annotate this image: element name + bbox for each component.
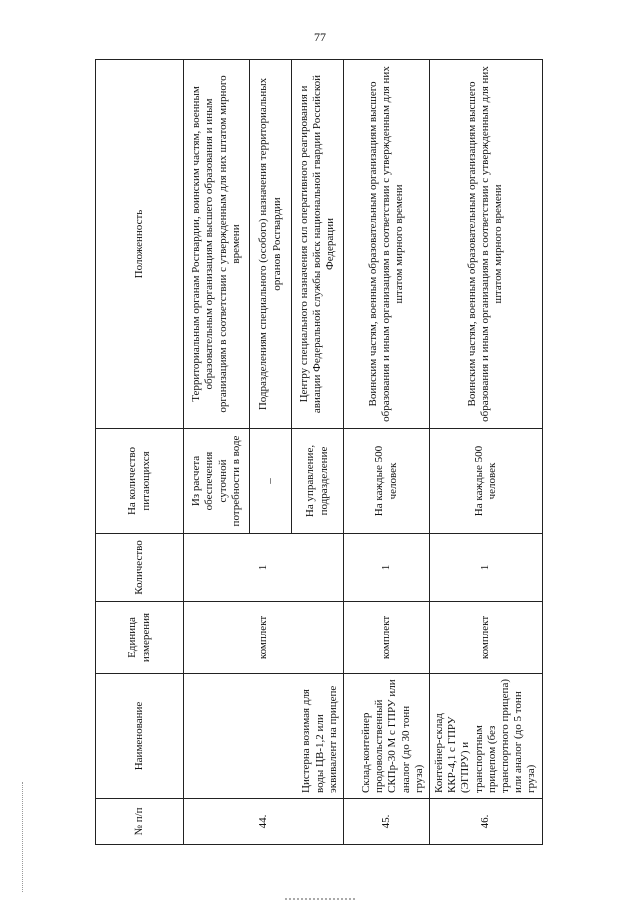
rotated-table-wrapper xyxy=(95,60,538,845)
row-46-per: На каждые 500 человек xyxy=(430,429,543,534)
row-44-per-1: Из расчета обеспечения суточной потребности в воде xyxy=(184,429,250,534)
header-pos: Положенность xyxy=(96,60,184,429)
row-45-per: На каждые 500 человек xyxy=(344,429,430,534)
scan-margin-mark xyxy=(22,782,24,892)
row-44-per-2: – xyxy=(250,429,292,534)
header-unit: Единица измерения xyxy=(96,602,184,674)
row-45-qty: 1 xyxy=(344,534,430,602)
row-44-num: 44. xyxy=(184,799,344,845)
row-46-unit: комплект xyxy=(430,602,543,674)
row-44-qty: 1 xyxy=(184,534,344,602)
header-num: № п/п xyxy=(96,799,184,845)
table-row xyxy=(344,60,430,845)
header-qty: Количество xyxy=(96,534,184,602)
page-number: 77 xyxy=(314,30,326,44)
header-per: На количество питающихся xyxy=(96,429,184,534)
equipment-table xyxy=(95,59,543,845)
row-45-name: Склад-контейнер продовольственный СКПр-30 М с ГПРУ или аналог (до 30 тонн груза) xyxy=(344,674,430,799)
header-row xyxy=(96,60,184,845)
row-46-pos: Воинским частям, военным образовательным организациям высшего образования и иным организациям в соответствии с утвержденным для них штатом мирного времени xyxy=(430,60,543,429)
row-44-pos-2: Подразделениям специального (особого) назначения территориальных органов Росгвардии xyxy=(250,60,292,429)
header-name: Наименование xyxy=(96,674,184,799)
table-row xyxy=(184,60,250,845)
row-44-pos-3: Центру специального назначения сил оперативного реагирования и авиации Федеральной службы войск национальной гвардии Российской Федерации xyxy=(292,60,344,429)
row-44-pos-1: Территориальным органам Росгвардии, воинским частям, военным образовательным организациям высшего образования и иным организациям в соответствии с утвержденным для них штатом мирного времени xyxy=(184,60,250,429)
row-45-unit: комплект xyxy=(344,602,430,674)
row-46-num: 46. xyxy=(430,799,543,845)
row-45-num: 45. xyxy=(344,799,430,845)
scan-bottom-mark xyxy=(285,898,355,902)
row-45-pos: Воинским частям, военным образовательным организациям высшего образования и иным организациям в соответствии с утвержденным для них штатом мирного времени xyxy=(344,60,430,429)
row-44-name: Цистерна возимая для воды ЦВ-1,2 или эквивалент на прицепе xyxy=(184,674,344,799)
table-row xyxy=(430,60,543,845)
row-46-qty: 1 xyxy=(430,534,543,602)
row-46-name: Контейнер-склад ККР-4,1 с ГПРУ (ЭГПРУ) и транспортным прицепом (без транспортного прицепа) или аналог (до 5 тонн груза) xyxy=(430,674,543,799)
row-44-unit: комплект xyxy=(184,602,344,674)
row-44-per-3: На управление, подразделение xyxy=(292,429,344,534)
